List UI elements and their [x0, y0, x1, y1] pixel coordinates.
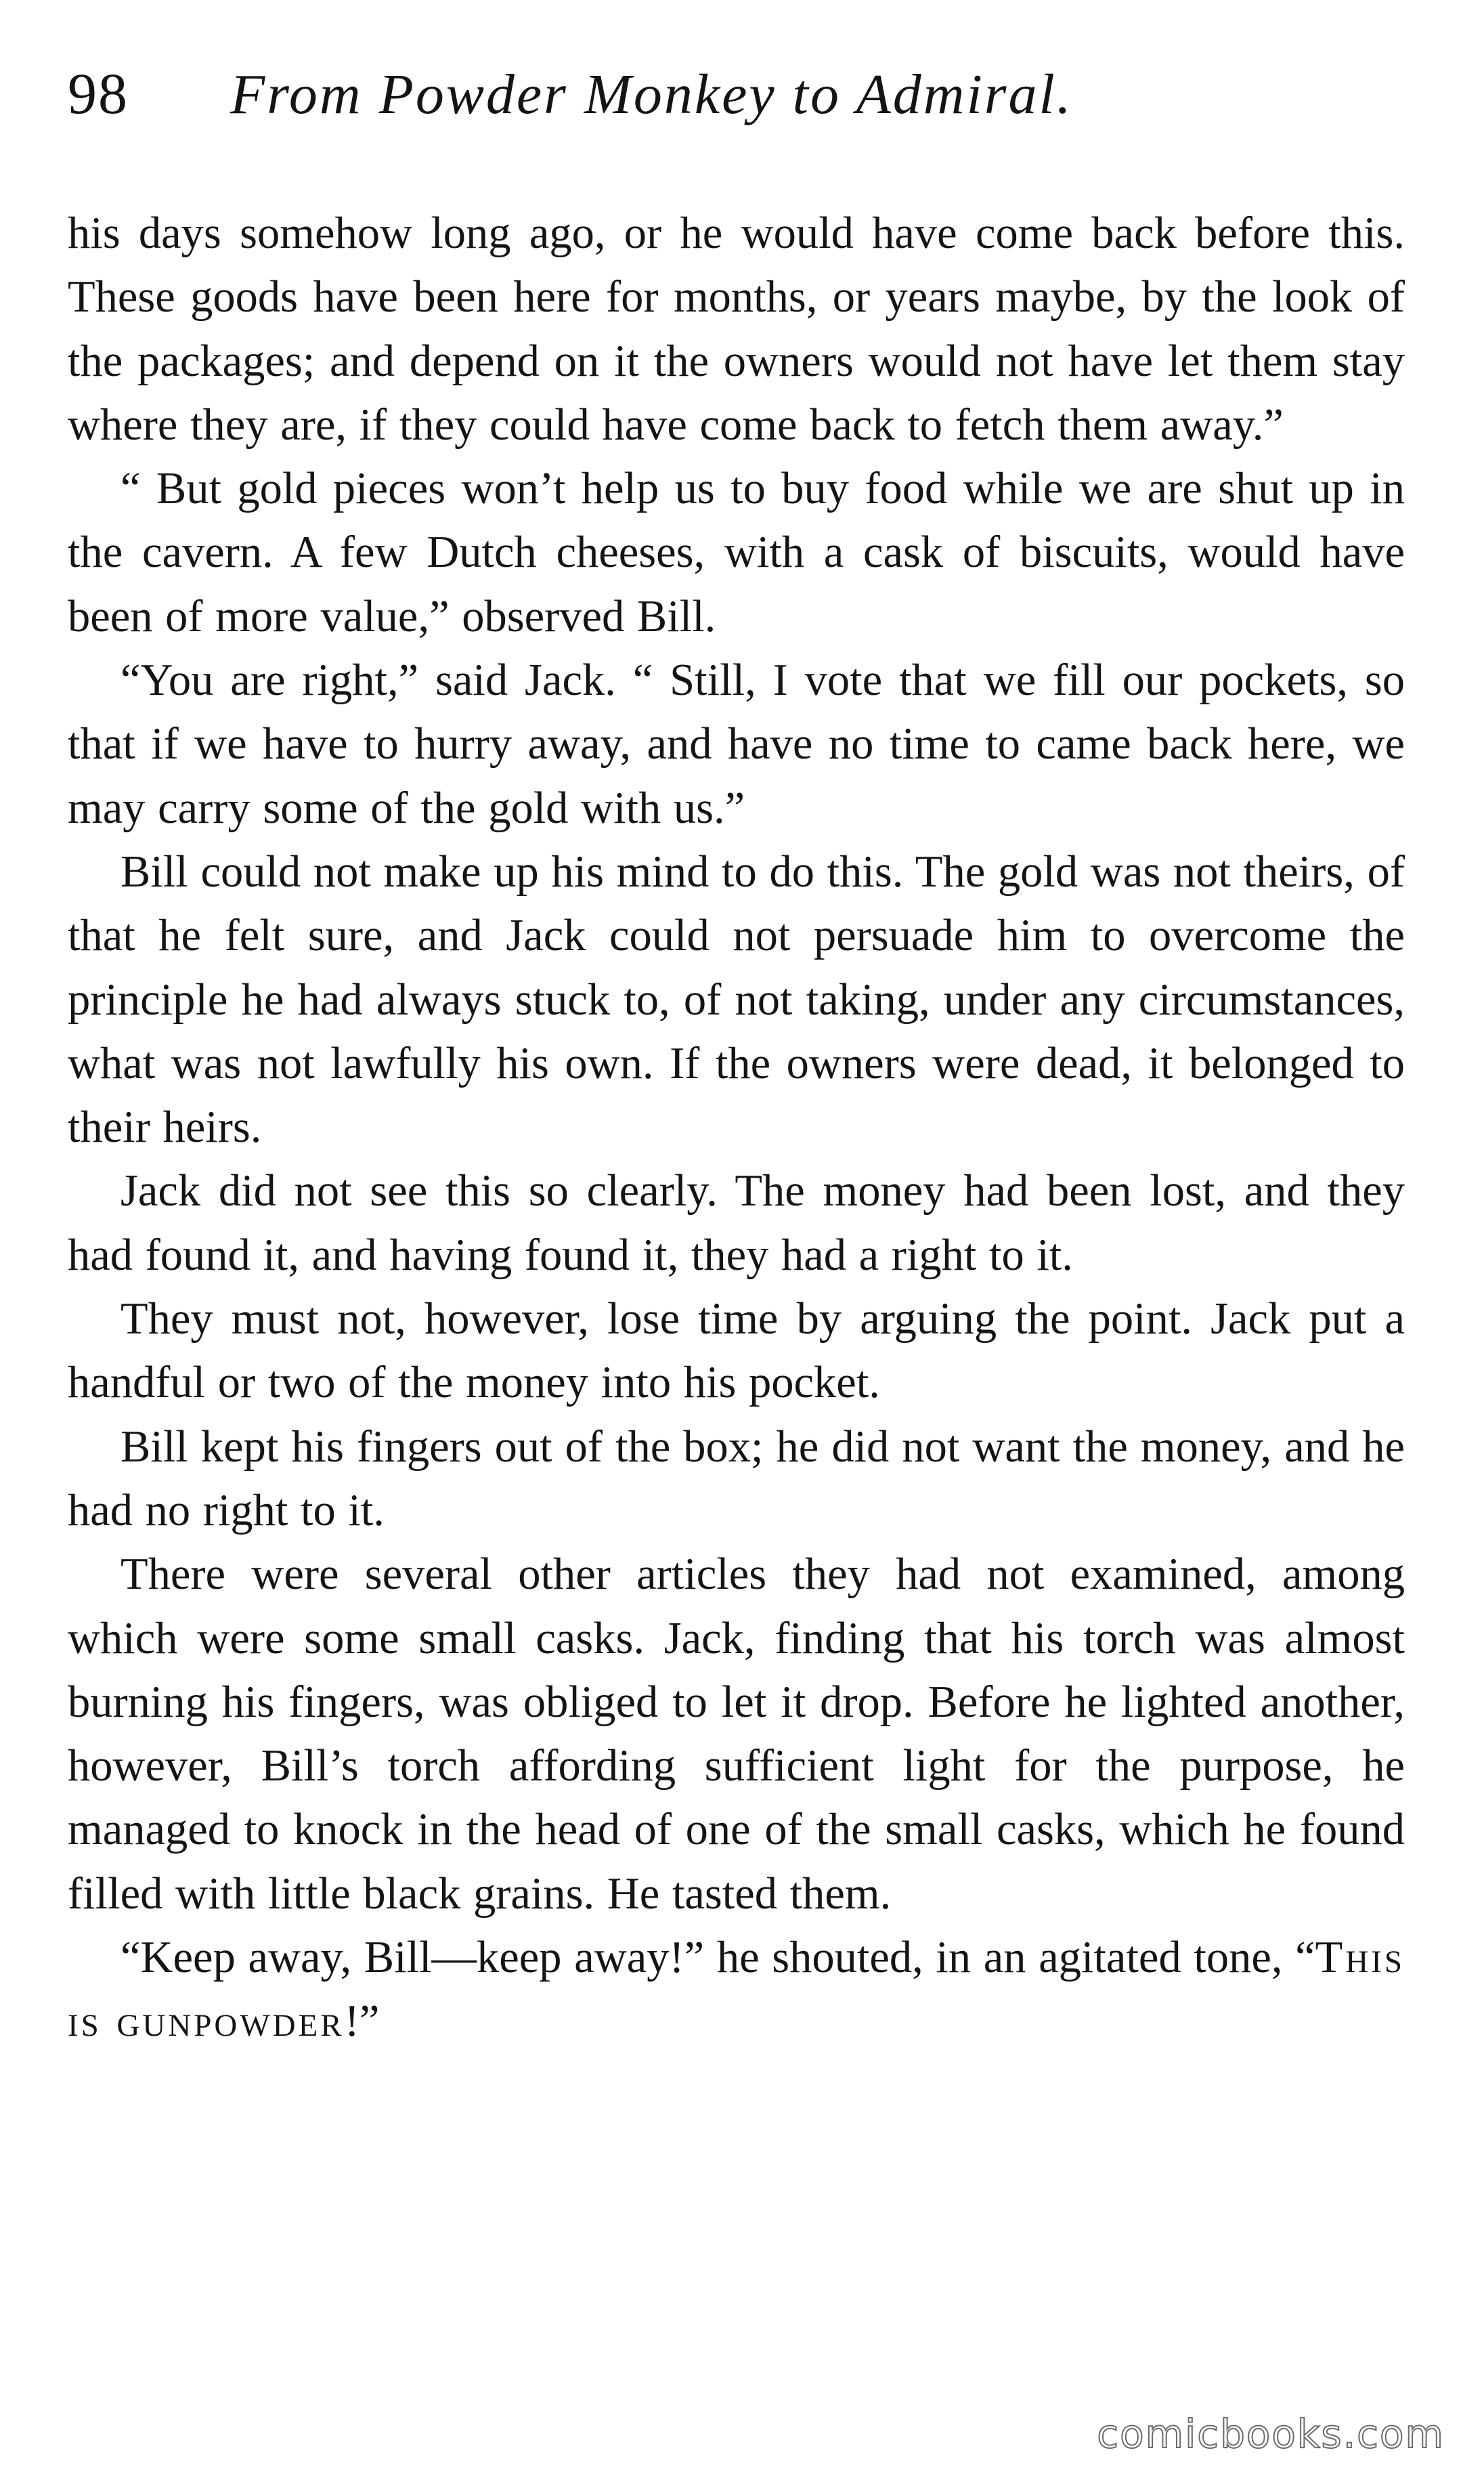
- final-paragraph: [68, 1926, 1405, 2054]
- paragraph: “You are right,” said Jack. “ Still, I vote that we fill our pockets, so that if we have to hurry away, and have no time to came back here, we may carry some of the gold with us.”: [68, 656, 1405, 833]
- paragraph: Bill could not make up his mind to do this. The gold was not theirs, of that he felt sure, and Jack could not persuade him to overcome the principle he had always stuck to, of not taking, under any circumstances, what was not lawfully his own. If the owners were dead, it belonged to their heirs.: [68, 847, 1405, 1153]
- watermark: comicbooks.com: [1097, 2411, 1445, 2457]
- final-paragraph-lead: “Keep away, Bill—keep away!” he shouted, in an agitated tone, “: [121, 1933, 1315, 1983]
- page-number: 98: [68, 61, 129, 126]
- final-paragraph-close: !”: [344, 1996, 380, 2047]
- paragraph: Bill kept his fingers out of the box; he did not want the money, and he had no right to it.: [68, 1421, 1405, 1535]
- paragraph: Jack did not see this so clearly. The money had been lost, and they had found it, and having found it, they had a right to it.: [68, 1166, 1405, 1280]
- final-paragraph-smallcaps: This is gunpowder: [68, 1933, 1405, 2047]
- body-text: [68, 202, 1405, 2054]
- running-head: [68, 60, 1415, 141]
- paragraph: “ But gold pieces won’t help us to buy food while we are shut up in the cavern. A few Dutch cheeses, with a cask of biscuits, would have been of more value,” observed Bill.: [68, 464, 1405, 641]
- paragraph: his days somehow long ago, or he would have come back before this. These goods have been here for months, or years maybe, by the look of the packages; and depend on it the owners would not have let them stay where they are, if they could have come back to fetch them away.”: [68, 209, 1405, 450]
- paragraph: There were several other articles they had not examined, among which were some small casks. Jack, finding that his torch was almost burning his fingers, was obliged to let it drop. Before he lighted another, however, Bill’s torch affording sufficient light for the purpose, he managed to knock in the head of one of the small casks, which he found filled with little black grains. He tasted them.: [68, 1549, 1405, 1919]
- paragraph: They must not, however, lose time by arguing the point. Jack put a handful or two of the money into his pocket.: [68, 1294, 1405, 1408]
- running-title: From Powder Monkey to Admiral.: [230, 63, 1073, 126]
